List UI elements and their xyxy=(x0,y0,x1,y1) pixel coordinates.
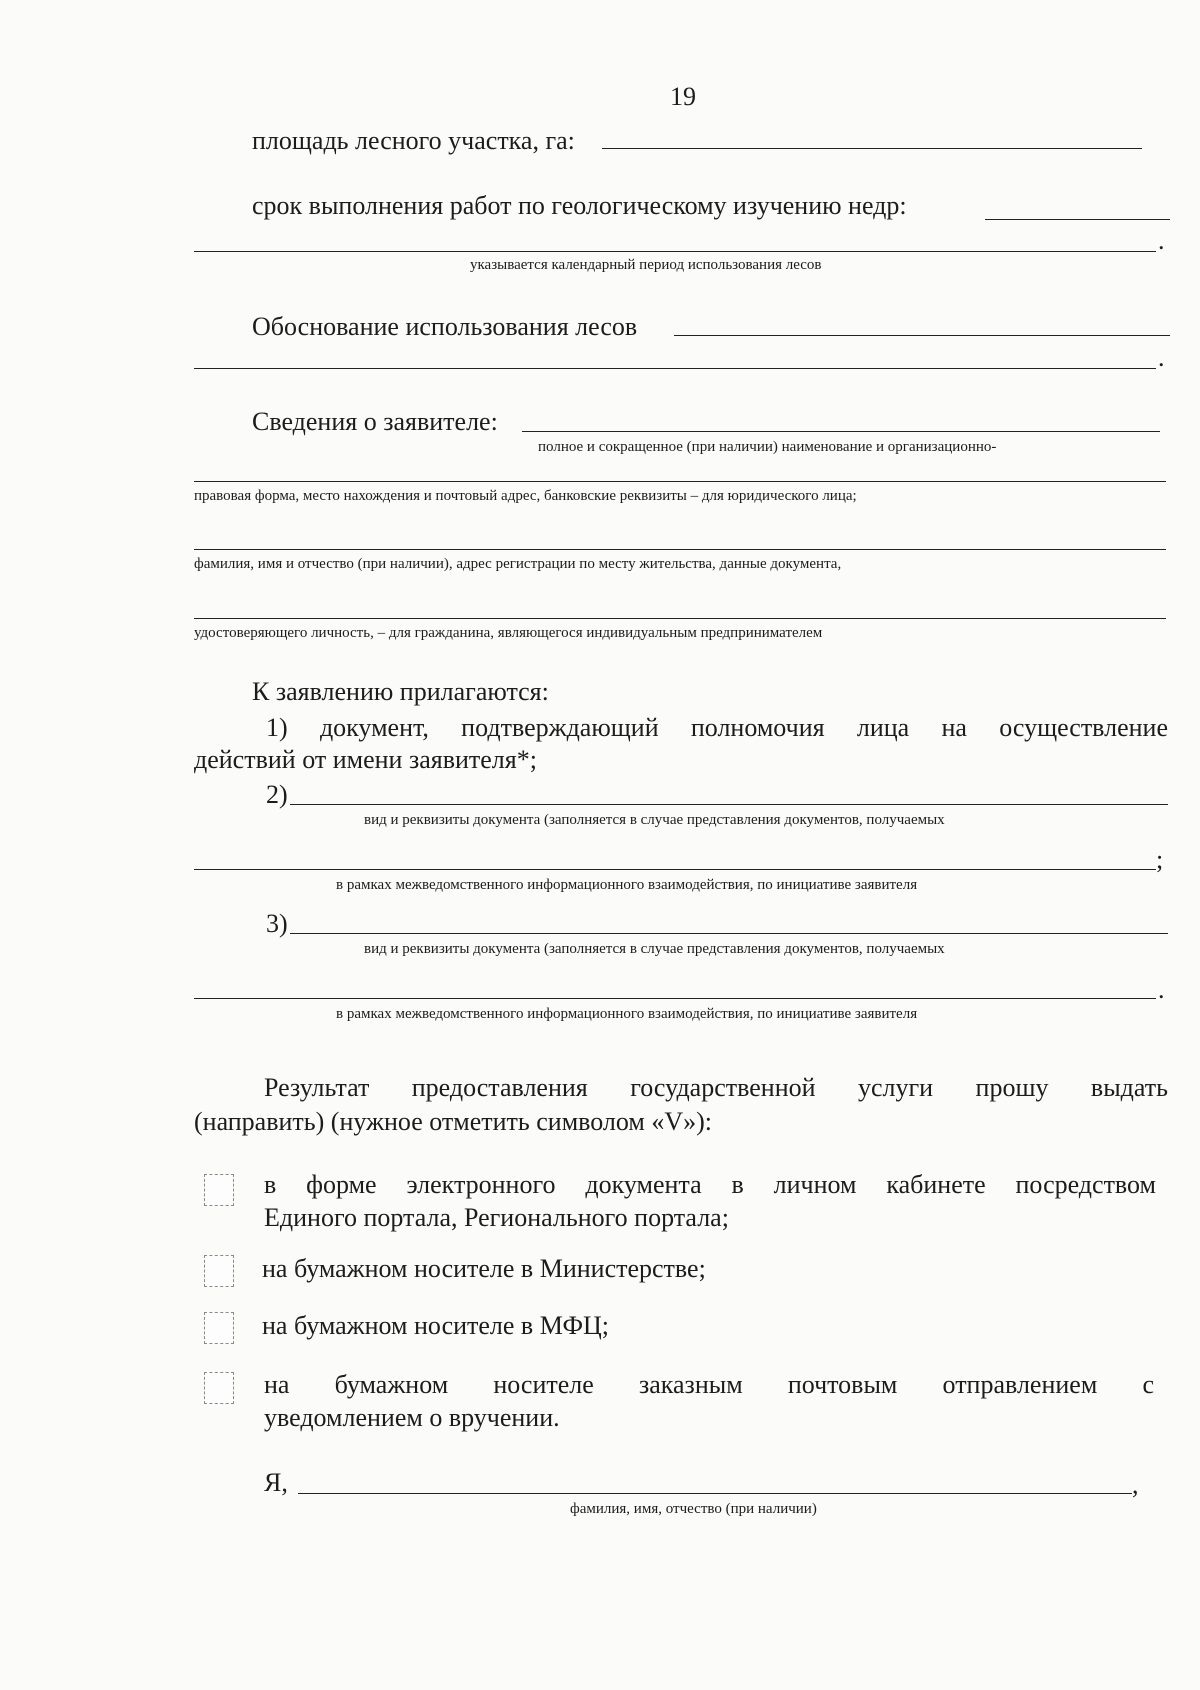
forest-area-field[interactable] xyxy=(602,148,1142,149)
attachment-item-1-line1: 1) документ, подтверждающий полномочия лица на осуществление xyxy=(266,713,1168,742)
applicant-hint-1: полное и сокращенное (при наличии) наименование и организационно- xyxy=(538,439,997,455)
attachment-item-2-hint-a: вид и реквизиты документа (заполняется в случае представления документов, получаемых xyxy=(364,812,945,828)
attachment-item-3-hint-a: вид и реквизиты документа (заполняется в случае представления документов, получаемых xyxy=(364,941,945,957)
attachment-item-3-hint-b: в рамках межведомственного информационного взаимодействия, по инициативе заявителя xyxy=(336,1006,918,1022)
result-text-line2: (направить) (нужное отметить символом «V»): xyxy=(194,1107,713,1136)
attachment-item-1-line2: действий от имени заявителя*; xyxy=(194,745,537,774)
attachment-item-3-field[interactable] xyxy=(290,933,1168,934)
applicant-field[interactable] xyxy=(522,431,1160,432)
page-number: 19 xyxy=(670,82,696,111)
applicant-label: Сведения о заявителе: xyxy=(252,407,498,436)
option-ministry-label: на бумажном носителе в Министерстве; xyxy=(262,1254,706,1283)
applicant-hint-4: удостоверяющего личность, – для гражданина, являющегося индивидуальным предпринимателем xyxy=(194,625,823,641)
attachment-item-2-field-line2[interactable] xyxy=(194,869,1156,870)
forest-area-label: площадь лесного участка, га: xyxy=(252,126,575,155)
attachment-item-3-number: 3) xyxy=(266,909,288,938)
attachment-item-2-field[interactable] xyxy=(290,804,1168,805)
declarant-prefix: Я, xyxy=(264,1468,288,1497)
attachment-item-3-field-line2[interactable] xyxy=(194,998,1156,999)
attachment-item-3-end-mark: . xyxy=(1158,975,1165,1004)
applicant-field-line3[interactable] xyxy=(194,549,1166,550)
option-electronic-line1: в форме электронного документа в личном кабинете посредством xyxy=(264,1170,1156,1199)
option-mail-line1: на бумажном носителе заказным почтовым отправлением с xyxy=(264,1370,1154,1399)
attachments-title: К заявлению прилагаются: xyxy=(252,677,549,706)
option-mfc-label: на бумажном носителе в МФЦ; xyxy=(262,1311,610,1340)
work-period-field-line2[interactable] xyxy=(194,251,1156,252)
work-period-field[interactable] xyxy=(985,219,1170,220)
option-mail-line2: уведомлением о вручении. xyxy=(264,1403,560,1432)
work-period-label: срок выполнения работ по геологическому изучению недр: xyxy=(252,191,907,220)
declarant-end-mark: , xyxy=(1132,1470,1139,1499)
applicant-hint-3: фамилия, имя и отчество (при наличии), адрес регистрации по месту жительства, данные документа, xyxy=(194,556,842,572)
declarant-name-field[interactable] xyxy=(298,1493,1132,1494)
work-period-end-mark: . xyxy=(1158,226,1165,255)
applicant-hint-2: правовая форма, место нахождения и почтовый адрес, банковские реквизиты – для юридического лица; xyxy=(194,488,857,504)
declarant-hint: фамилия, имя, отчество (при наличии) xyxy=(570,1501,817,1517)
attachment-item-2-end-mark: ; xyxy=(1156,845,1164,874)
result-text-line1: Результат предоставления государственной услуги прошу выдать xyxy=(264,1073,1168,1102)
justification-label: Обоснование использования лесов xyxy=(252,312,638,341)
work-period-hint: указывается календарный период использования лесов xyxy=(470,257,822,273)
justification-field-line2[interactable] xyxy=(194,368,1156,369)
applicant-field-line4[interactable] xyxy=(194,618,1166,619)
attachment-item-2-hint-b: в рамках межведомственного информационного взаимодействия, по инициативе заявителя xyxy=(336,877,918,893)
applicant-field-line2[interactable] xyxy=(194,481,1166,482)
option-ministry-checkbox[interactable] xyxy=(204,1255,234,1287)
option-mfc-checkbox[interactable] xyxy=(204,1312,234,1344)
option-electronic-checkbox[interactable] xyxy=(204,1174,234,1206)
justification-end-mark: . xyxy=(1158,343,1165,372)
option-electronic-line2: Единого портала, Регионального портала; xyxy=(264,1203,729,1232)
attachment-item-2-number: 2) xyxy=(266,780,288,809)
option-mail-checkbox[interactable] xyxy=(204,1372,234,1404)
justification-field[interactable] xyxy=(674,335,1170,336)
